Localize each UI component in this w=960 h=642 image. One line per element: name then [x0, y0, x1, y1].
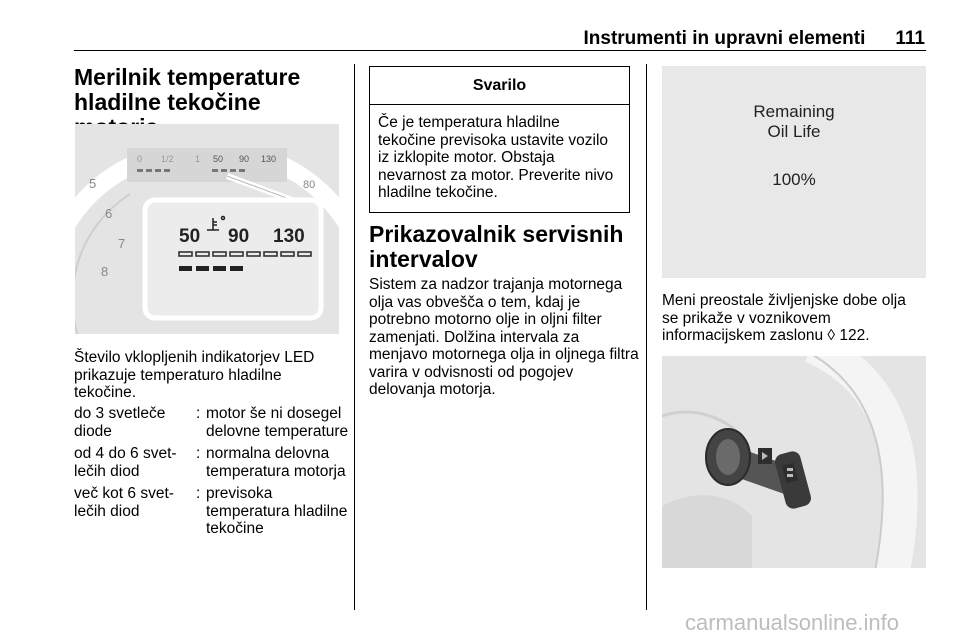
svg-text:130: 130 — [261, 154, 277, 164]
table-row — [74, 405, 349, 445]
service-description: Sistem za nadzor trajanja motornega olja vas obvešča o tem, kdaj je potrebno motorno olje in oljni filter zamenjati. Dolžina intervala za menjavo motornega olja in oljnega filtra varira v odvisnosti od pogojev delovanja motorja. — [369, 276, 639, 398]
header-rule — [74, 50, 926, 51]
svg-text:80: 80 — [303, 179, 316, 191]
stalk-illustration — [662, 356, 926, 568]
cluster-label-50: 50 — [179, 226, 201, 247]
instrument-cluster-image — [75, 124, 339, 334]
header-title: Instrumenti in upravni elementi — [583, 28, 866, 49]
svg-text:8: 8 — [101, 264, 109, 279]
display-line1: Remaining — [753, 102, 835, 121]
cluster-label-90: 90 — [228, 226, 250, 247]
row-separator: : — [196, 485, 201, 502]
service-section-title — [369, 222, 639, 272]
steering-stalk-image — [662, 356, 926, 568]
row-label: od 4 do 6 svetlečih diod — [74, 445, 177, 480]
row-separator: : — [196, 445, 201, 462]
row-value: normalna delovna temperatura motorja — [206, 445, 346, 480]
cluster-illustration — [75, 124, 339, 334]
caption-text: Meni preostale življenjske dobe olja se prikaže v voznikovem informacijskem zaslonu — [662, 292, 906, 344]
warning-text: Če je temperatura hladilne tekočine previsoka ustavite vozilo iz izklopite motor. Obstaja nevarnost za motor. Preverite nivo hladilne tekočine. — [378, 114, 614, 201]
page-header — [0, 28, 925, 50]
svg-text:50: 50 — [213, 154, 224, 164]
oil-life-display — [662, 66, 926, 278]
service-title-line1: Prikazovalnik servisnih — [369, 221, 624, 247]
column-rule-left — [354, 64, 355, 610]
row-label: do 3 svetleče diode — [74, 405, 166, 440]
table-row — [74, 485, 349, 543]
svg-text:1/2: 1/2 — [161, 154, 174, 164]
page-number: 111 — [895, 28, 925, 49]
row-separator: : — [196, 405, 201, 422]
svg-text:90: 90 — [239, 154, 250, 164]
coolant-description: Število vklopljenih indikatorjev LED prikazuje temperaturo hladilne tekočine. — [74, 349, 315, 401]
caption-page-ref[interactable]: 122. — [839, 327, 870, 344]
cluster-label-130: 130 — [273, 226, 305, 247]
warning-heading: Svarilo — [370, 67, 629, 105]
column-rule-right — [646, 64, 647, 610]
warning-box — [369, 66, 630, 213]
oil-life-value: 100% — [772, 170, 816, 189]
svg-text:5: 5 — [89, 176, 97, 191]
svg-text:0: 0 — [137, 154, 143, 164]
row-value: motor še ni dosegel delovne temperature — [206, 405, 349, 440]
oil-life-caption — [662, 292, 926, 345]
service-title-line2: intervalov — [369, 246, 478, 272]
display-line2: Oil Life — [767, 122, 821, 141]
coolant-title-line1: Merilnik temperature — [74, 64, 301, 90]
svg-text:6: 6 — [105, 206, 113, 221]
temperature-table — [74, 405, 349, 543]
svg-text:7: 7 — [118, 236, 126, 251]
row-value: previsoka temperatura hladilne tekočine — [206, 485, 348, 537]
coolant-title-line2: hladilne tekočine — [74, 89, 261, 115]
watermark: carmanualsonline.info — [685, 610, 900, 635]
row-label: več kot 6 svetlečih diod — [74, 485, 174, 520]
svg-text:1: 1 — [195, 154, 201, 164]
table-row — [74, 445, 349, 485]
page-reference-triangle-icon: ◊ — [827, 327, 836, 344]
